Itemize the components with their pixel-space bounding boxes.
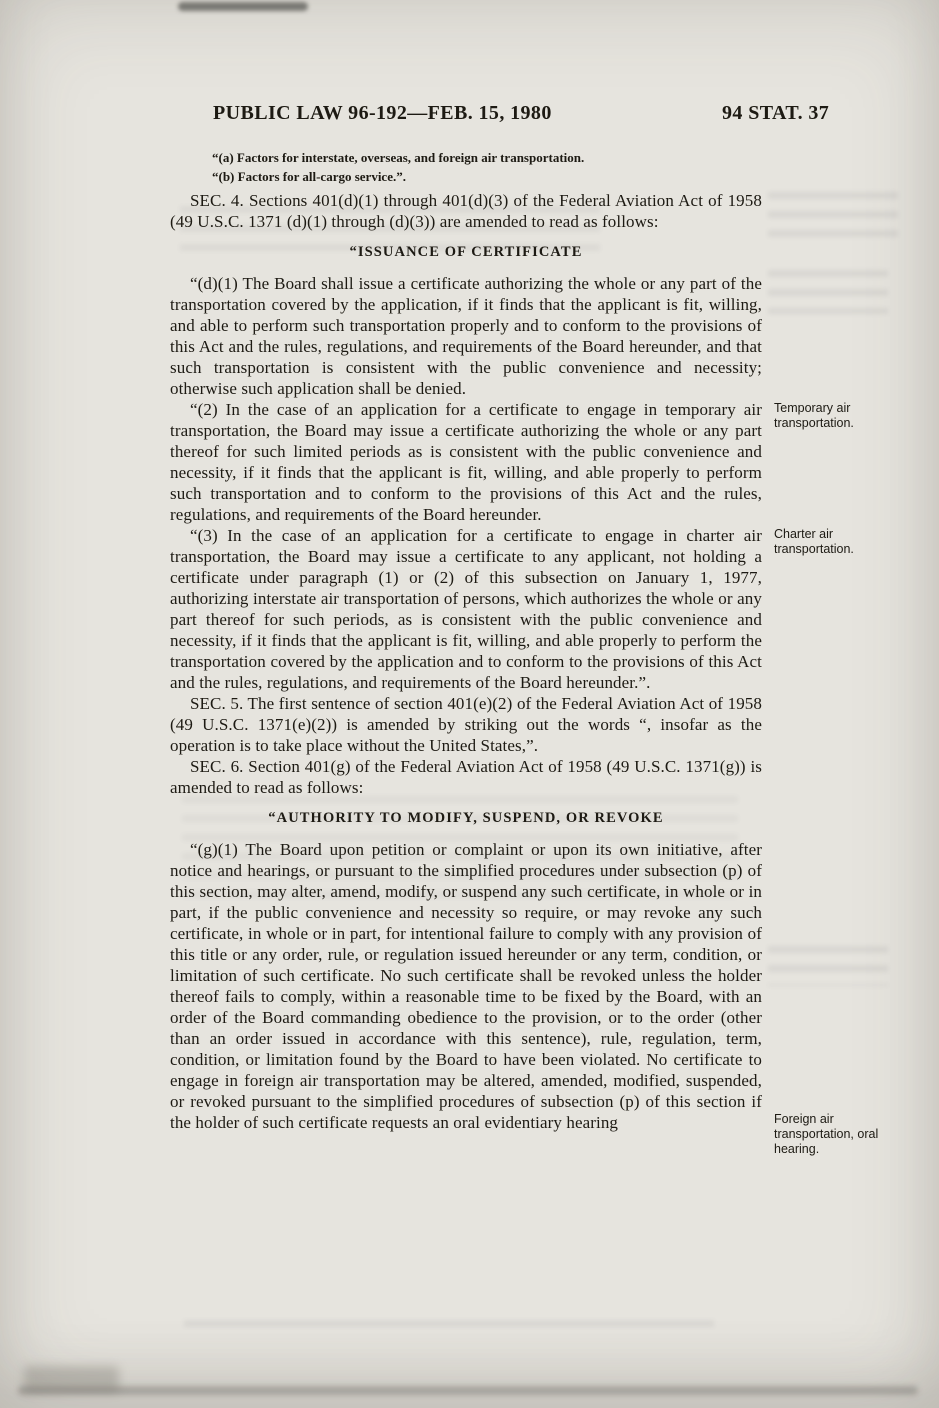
scan-artifact-bottom: [18, 1386, 918, 1395]
page-header-statute-citation: 94 STAT. 37: [722, 102, 830, 124]
statute-paragraph: SEC. 6. Section 401(g) of the Federal Aviation Act of 1958 (49 U.S.C. 1371(g)) is amended to read as follows:: [170, 757, 762, 797]
toc-line: “(a) Factors for interstate, overseas, and foreign air transportation.: [212, 150, 585, 165]
statute-paragraph: “(3) In the case of an application for a certificate to engage in charter air transportation, the Board may issue a certificate to any applicant, not holding a certificate under paragraph (1) or (2) of this subsection on January 1, 1977, authorizing interstate air transportation of persons, which authorizes the whole or any part thereof for such periods, as is consistent with the public convenience and necessity, if it finds that the applicant is fit, willing, and able properly to perform the transportation covered by the application and to conform to the provisions of this Act and the rules, regulations, and requirements of the Board hereunder.”. Charter air transportation.: [170, 525, 762, 693]
statute-paragraph: SEC. 5. The first sentence of section 401(e)(2) of the Federal Aviation Act of 1958 (49 U.S.C. 1371(e)(2)) is amended by striking out the words “, insofar as the operation is to take place without the United States,”.: [170, 694, 762, 755]
bleedthrough-ghost: [768, 192, 898, 244]
statute-paragraph: “(d)(1) The Board shall issue a certificate authorizing the whole or any part of the transportation covered by the application, if it finds that the applicant is fit, willing, and able to perform such transportation properly and to conform to the provisions of this Act and the rules, regulations, and requirements of the Board hereunder, and that such transportation is consistent with the public convenience and necessity; otherwise such application shall be denied.: [170, 274, 762, 398]
page-header-law-title: PUBLIC LAW 96-192—FEB. 15, 1980: [213, 102, 552, 124]
statute-paragraph: “(g)(1) The Board upon petition or complaint or upon its own initiative, after notice and hearings, or pursuant to the simplified procedures under subsection (p) of this section, may alter, amend, modify, or suspend any such certificate, in whole or in part, if the public convenience and necessity so require, or may revoke any such certificate, in whole or in part, for intentional failure to comply with any provision of this title or any order, rule, or regulation issued hereunder or any term, condition, or limitation of such certificate. No such certificate shall be revoked unless the holder thereof fails to comply, within a reasonable time to be fixed by the Board, with an order of the Board commanding obedience to the provision, or to the order (other than an order issued in accordance with this sentence), rule, regulation, term, condition, or limitation found by the Board to have been violated. No certificate to engage in foreign air transportation may be altered, amended, modified, suspended, or revoked pursuant to the simplified procedures of subsection (p) of this section if the holder of such certificate requests an oral evidentiary hearing Foreign air transportation, oral hearing.: [170, 839, 762, 1133]
document-body: [170, 148, 879, 1156]
scan-artifact-corner: [24, 1366, 119, 1392]
bleedthrough-ghost: [768, 946, 888, 986]
toc-line: “(b) Factors for all-cargo service.”.: [212, 169, 406, 184]
bleedthrough-ghost: [184, 1320, 714, 1334]
margin-note: Charter air transportation.: [774, 527, 854, 556]
statute-paragraph: “(2) In the case of an application for a certificate to engage in temporary air transportation, the Board may issue a certificate authorizing the whole or any part thereof for such limited periods as is consistent with the public convenience and necessity, if it finds that the applicant is fit, willing, and able properly to perform such transportation and to conform to the provisions of this Act and the rules, regulations, and requirements of the Board hereunder. Temporary air transportation.: [170, 399, 762, 525]
section-heading: “ISSUANCE OF CERTIFICATE: [349, 244, 583, 260]
statute-paragraph: SEC. 4. Sections 401(d)(1) through 401(d)(3) of the Federal Aviation Act of 1958 (49 U.S.C. 1371 (d)(1) through (d)(3)) are amended to read as follows:: [170, 191, 762, 231]
bleedthrough-ghost: [768, 270, 888, 314]
margin-note: Temporary air transportation.: [774, 401, 854, 430]
section-heading: “AUTHORITY TO MODIFY, SUSPEND, OR REVOKE: [268, 810, 664, 826]
margin-note: Foreign air transportation, oral hearing.: [774, 1112, 879, 1156]
scan-artifact-top: [178, 2, 308, 11]
